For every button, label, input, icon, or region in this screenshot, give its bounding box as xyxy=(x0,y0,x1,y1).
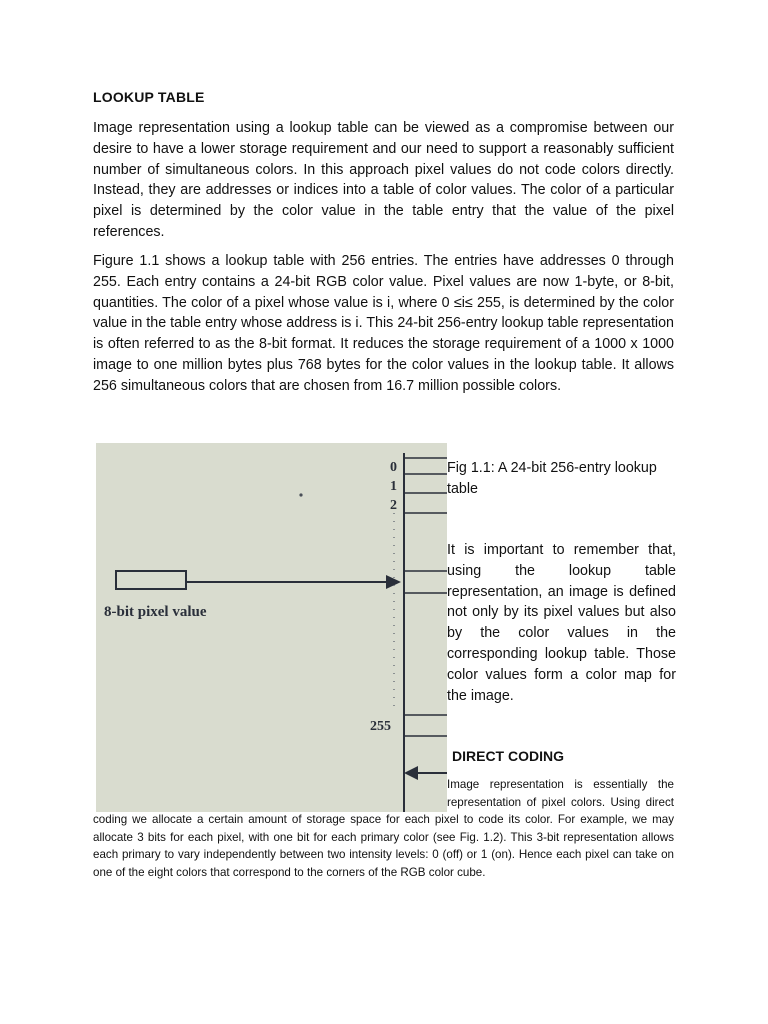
pixel-value-label: 8-bit pixel value xyxy=(104,604,207,620)
section-heading-lookup-table: LOOKUP TABLE xyxy=(93,89,205,105)
index-1-label: 1 xyxy=(390,479,397,494)
figure-wrap-spacer xyxy=(93,776,447,811)
direct-coding-text: Image representation is essentially the representation of pixel colors. Using direct coding we allocate a certain amount of storage space for each pixel to code its color. For example, we may allocate 3 bits for each pixel, with one bit for each primary color (see Fig. 1.2). This 3-bit representation allows each primary to vary independently between two intensity levels: 0 (off) or 1 (on). Hence each pixel can take on one of the eight colors that correspond to the corners of the RGB color cube. xyxy=(93,778,674,879)
direct-coding-paragraph xyxy=(93,776,674,882)
lookup-table-figure xyxy=(96,443,447,812)
lookup-table-paragraph-2: Figure 1.1 shows a lookup table with 256 entries. The entries have addresses 0 through 255. Each entry contains a 24-bit RGB color value. Pixel values are now 1-byte, or 8-bit, quantities. The color of a pixel whose value is i, where 0 ≤i≤ 255, is determined by the color value in the table entry whose address is i. This 24-bit 256-entry lookup table representation is often referred to as the 8-bit format. It reduces the storage requirement of a 1000 x 1000 image to one million bytes plus 768 bytes for the color values in the lookup table. It allows 256 simultaneous colors that are chosen from 16.7 million possible colors. xyxy=(93,253,674,394)
section-heading-direct-coding: DIRECT CODING xyxy=(452,748,564,764)
color-map-paragraph: It is important to remember that, using the lookup table representation, an image is defined not only by its pixel values but also by the color values in the corresponding lookup table. Those color values form a color map for the image. xyxy=(447,542,676,704)
lookup-table-paragraph-1: Image representation using a lookup table can be viewed as a compromise between our desire to have a lower storage requirement and our need to support a reasonably sufficient number of simultaneous colors. In this approach pixel values do not code colors directly. Instead, they are addresses or indices into a table of color values. The color of a particular pixel is determined by the color value in the table entry that the value of the pixel references. xyxy=(93,120,674,240)
lookup-table-diagram xyxy=(96,443,447,812)
pixel-value-box xyxy=(116,571,186,589)
index-255-label: 255 xyxy=(370,719,391,734)
figure-caption: Fig 1.1: A 24-bit 256-entry lookup table xyxy=(447,460,657,497)
index-0-label: 0 xyxy=(390,460,397,475)
index-2-label: 2 xyxy=(390,498,397,513)
scan-speck xyxy=(299,493,302,496)
